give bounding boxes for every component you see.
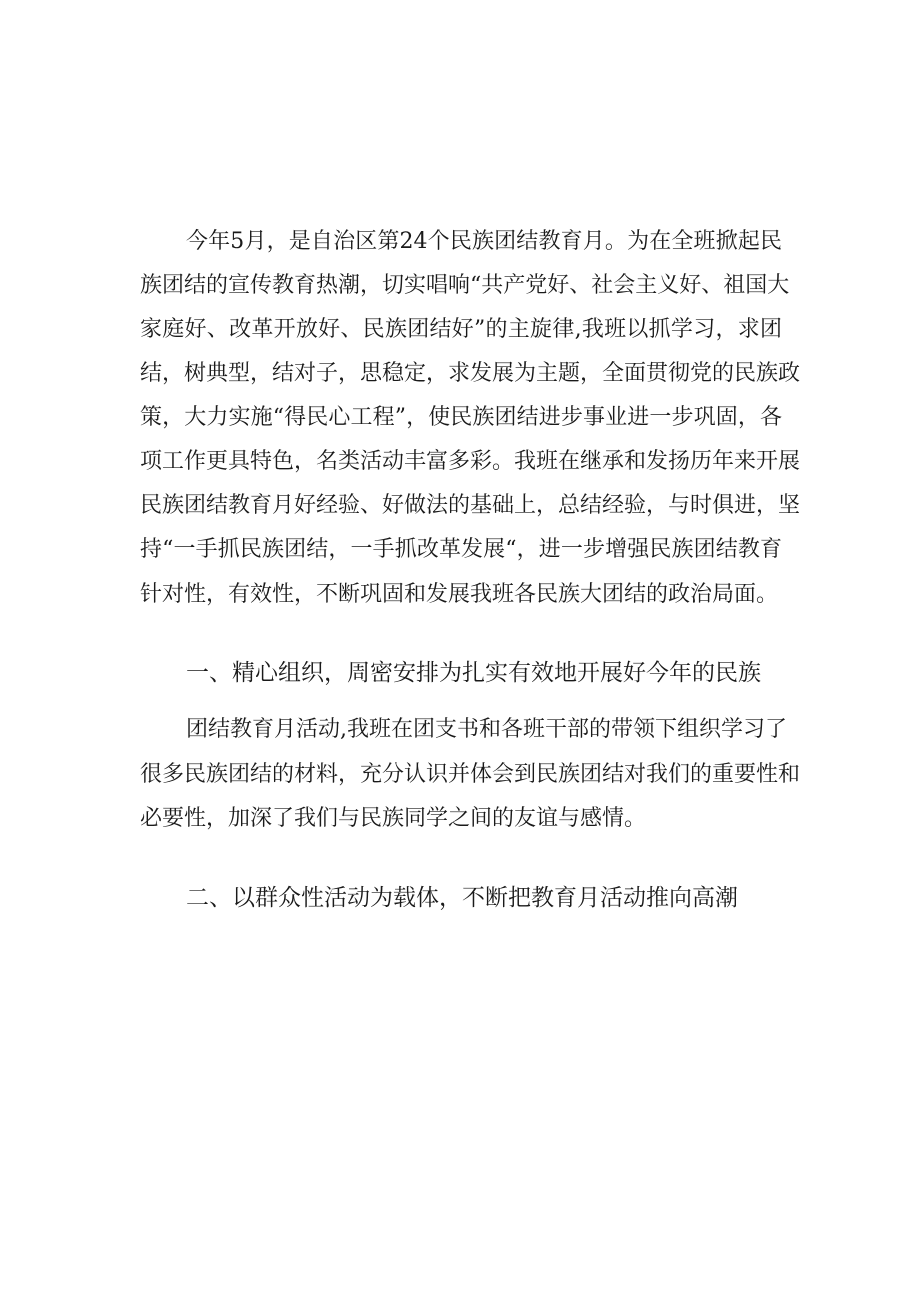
paragraph-1-line-2: 族团结的宣传教育热潮，切实唱响“共产党好、社会主义好、祖国大: [140, 273, 790, 298]
paragraph-1-line-8: 持“一手抓民族团结，一手抓改革发展“，进一步增强民族团结教育: [140, 537, 782, 562]
section-heading-2: 二、以群众性活动为载体，不断把教育月活动推向高潮: [186, 885, 738, 911]
section-heading-1: 一、精心组织，周密安排为扎实有效地开展好今年的民族: [186, 660, 761, 686]
paragraph-2-line-3: 必要性，加深了我们与民族同学之间的友谊与感情。: [140, 806, 647, 831]
paragraph-1-line-5: 策，大力实施“得民心工程”，使民族团结进步事业进一步巩固，各: [140, 405, 782, 430]
paragraph-1-line-1: 今年5月，是自治区第24个民族团结教育月。为在全班掀起民: [186, 229, 782, 254]
paragraph-1-line-7: 民族团结教育月好经验、好做法的基础上，总结经验，与时俱进，坚: [140, 493, 801, 518]
paragraph-1-line-3: 家庭好、改革开放好、民族团结好”的主旋律,我班以抓学习，求团: [140, 317, 782, 342]
paragraph-1-line-4: 结，树典型，结对子，思稳定，求发展为主题，全面贯彻党的民族政: [140, 361, 801, 386]
paragraph-1-line-6: 项工作更具特色，名类活动丰富多彩。我班在继承和发扬历年来开展: [140, 449, 801, 474]
paragraph-2-line-1: 团结教育月活动,我班在团支书和各班干部的带领下组织学习了: [186, 717, 787, 742]
paragraph-1-line-9: 针对性，有效性，不断巩固和发展我班各民族大团结的政治局面。: [140, 582, 779, 607]
paragraph-2-line-2: 很多民族团结的材料，充分认识并体会到民族团结对我们的重要性和: [140, 762, 801, 787]
